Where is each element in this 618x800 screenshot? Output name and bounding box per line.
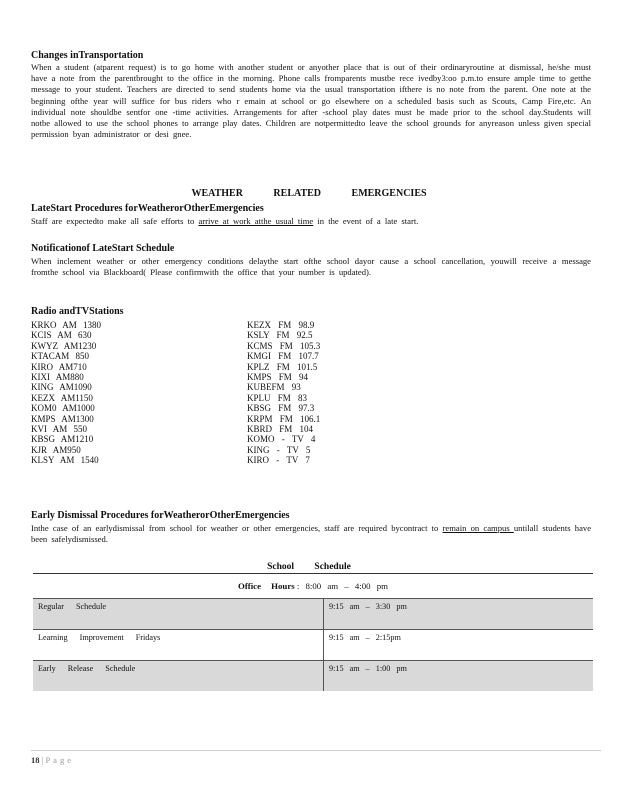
station-item: KING - TV 5 (247, 444, 311, 455)
notification-paragraph: When inclement weather or other emergency conditions delaythe start ofthe school dayor cause a school cancellation, youwill receive a message fromthe school via Blackboard( Please confirmwith the office that your number is updated). (31, 256, 591, 278)
station-item: KEZX FM 98.9 (247, 320, 315, 330)
station-item: KOM0 AM1000 (31, 403, 95, 414)
station-item: KBSG AM1210 (31, 434, 94, 445)
late-start-underlined-text: arrive at work atthe usual time (198, 216, 314, 226)
station-item: KUBEFM 93 (247, 382, 301, 393)
station-item: KMGI FM 107.7 (247, 351, 319, 362)
office-hours-value: : 8:00 am – 4:00 pm (296, 581, 388, 591)
late-start-text-pre: Staff are expectedto make all safe efforts to (31, 216, 199, 226)
station-item: KING AM1090 (31, 382, 92, 393)
station-item: KMPS FM 94 (247, 372, 309, 383)
station-item: KSLY FM 92.5 (247, 330, 313, 341)
weather-emergencies-title: WEATHER RELATED EMERGENCIES (191, 188, 427, 199)
schedule-name-cell: Early Release Schedule (33, 661, 324, 692)
radio-tv-heading: Radio andTVStations (31, 306, 124, 317)
station-item: KVI AM 550 (31, 424, 88, 435)
station-item: KTACAM 850 (31, 351, 90, 362)
office-hours-row (33, 574, 593, 599)
station-item: KEZX AM1150 (31, 392, 93, 403)
station-item: KIRO AM710 (31, 361, 87, 372)
late-start-text-post: in the event of a late start. (313, 216, 419, 226)
schedule-time-cell: 9:15 am – 1:00 pm (324, 661, 594, 692)
early-dismissal-text-pre: Inthe case of an earlydismissal from school for weather or other emergencies, staff are required bycontract to (31, 523, 443, 533)
station-item: KRKO AM 1380 (31, 320, 102, 330)
footer-divider (31, 750, 601, 751)
page-label: Page (45, 755, 74, 765)
schedule-time-cell: 9:15 am – 3:30 pm (324, 599, 594, 630)
late-start-heading: LateStart Procedures forWeatherorOtherEmergencies (31, 203, 264, 214)
school-schedule-title: School Schedule (267, 562, 351, 572)
notification-heading: Notificationof LateStart Schedule (31, 243, 175, 254)
station-item: KWYZ AM1230 (31, 340, 97, 351)
table-row (33, 661, 593, 692)
early-dismissal-paragraph (31, 523, 591, 545)
station-item: KCIS AM 630 (31, 330, 92, 341)
station-item: KIRO - TV 7 (247, 455, 310, 466)
table-row (33, 599, 593, 630)
office-hours-label: Office Hours (238, 581, 295, 591)
station-item: KIXI AM880 (31, 372, 84, 383)
schedule-time-cell: 9:15 am – 2:15pm (324, 630, 594, 661)
station-item: KPLZ FM 101.5 (247, 361, 318, 372)
late-start-paragraph (31, 216, 591, 227)
table-row (33, 630, 593, 661)
am-stations-list (31, 320, 101, 466)
transportation-heading: Changes inTransportation (31, 50, 144, 61)
station-item: KBRD FM 104 (247, 424, 314, 435)
page-footer (31, 755, 74, 765)
station-item: KPLU FM 83 (247, 392, 308, 403)
schedule-name-cell: Regular Schedule (33, 599, 324, 630)
footer-separator: | (41, 755, 44, 765)
early-dismissal-text-post: untilall students have been safelydismissed. (31, 523, 592, 545)
station-item: KOMO - TV 4 (247, 434, 316, 445)
station-item: KCMS FM 105.3 (247, 340, 321, 351)
school-schedule-table (33, 573, 593, 691)
early-dismissal-underlined-text: remain on campus (442, 523, 514, 533)
fm-tv-stations-list (247, 320, 320, 466)
station-item: KBSG FM 97.3 (247, 403, 315, 414)
office-hours-cell (33, 574, 593, 599)
station-item: KJR AM950 (31, 444, 81, 455)
early-dismissal-heading: Early Dismissal Procedures forWeatherorOtherEmergencies (31, 510, 290, 521)
page-number: 18 (31, 755, 40, 765)
station-item: KRPM FM 106.1 (247, 413, 321, 424)
schedule-name-cell: Learning Improvement Fridays (33, 630, 324, 661)
station-item: KMPS AM1300 (31, 413, 94, 424)
station-item: KLSY AM 1540 (31, 455, 99, 466)
transportation-paragraph: When a student (atparent request) is to go home with another student or anyother place that is out of their ordinaryroutine at dismissal, he/she must have a note from the parentbrought to the office in the morning. Phone calls fromparents mustbe rece ivedby3:oo p.m.to ensure ample time to getthe message to your student. Teachers are directed to send students home via the usual transportation ifthere is no note from the parent. One note at the beginning ofthe year will suffice for bus riders who r emain at school or go elsewhere on a scheduled basis such as Scouts, Camp Fire,etc. An individual note shouldbe sentfor one -time activities. Arrangements for after -school play dates must be made prior to the school day.Students will notbe allowed to use the school phones to arrange play dates. Children are notpermittedto leave the school grounds for anyreason unless given special permission byan administrator or desi gnee. (31, 62, 591, 140)
